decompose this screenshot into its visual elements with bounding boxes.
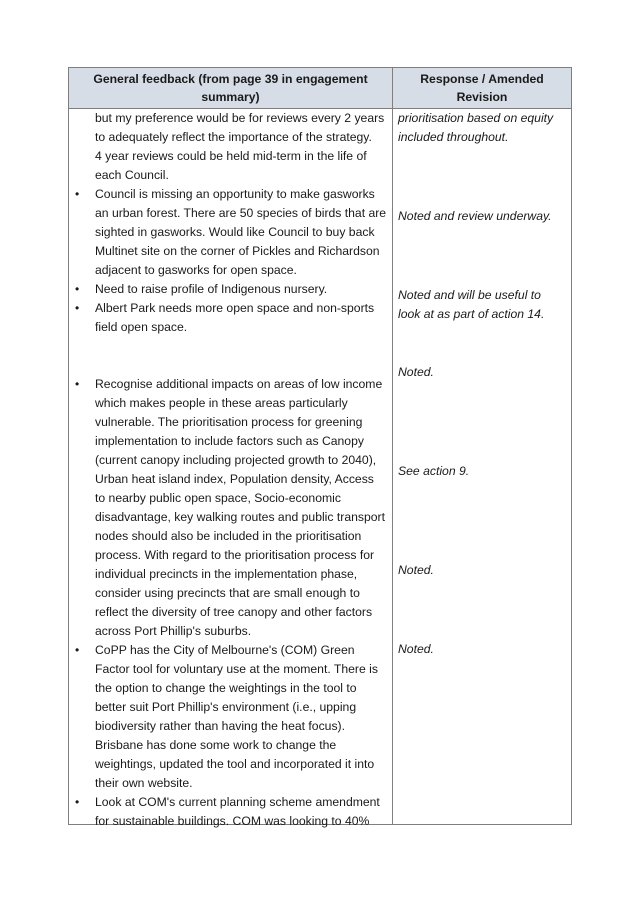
response-line: Noted. xyxy=(398,563,434,577)
feedback-line: which makes people in these areas particularly xyxy=(95,396,348,410)
bullet-icon: • xyxy=(75,282,80,296)
feedback-line: nodes should also be included in the prioritisation xyxy=(95,529,362,543)
response-line: included throughout. xyxy=(398,130,509,144)
feedback-line: 4 year reviews could be held mid-term in the life of xyxy=(95,149,367,163)
feedback-line: Urban heat island index, Population density, Access xyxy=(95,472,374,486)
header-left-line: General feedback (from page 39 in engagement xyxy=(93,72,368,86)
feedback-line: across Port Phillip's suburbs. xyxy=(95,624,252,638)
feedback-line: disadvantage, key walking routes and public transport xyxy=(95,510,385,524)
column-divider xyxy=(392,68,393,824)
response-line: look at as part of action 14. xyxy=(398,307,545,321)
response-line: Noted. xyxy=(398,365,434,379)
feedback-line: Multinet site on the corner of Pickles and Richardson xyxy=(95,244,380,258)
table-header xyxy=(69,68,571,109)
bullet-icon: • xyxy=(75,643,80,657)
bullet-icon: • xyxy=(75,377,80,391)
feedback-line: but my preference would be for reviews every 2 years xyxy=(95,111,385,125)
feedback-line: an urban forest. There are 50 species of birds that are xyxy=(95,206,387,220)
feedback-line: Brisbane has done some work to change the xyxy=(95,738,337,752)
feedback-line: better suit Port Phillip's environment (i.e., upping xyxy=(95,700,357,714)
feedback-table xyxy=(68,67,572,828)
feedback-line: consider using precincts that are small enough to xyxy=(95,586,360,600)
feedback-line: the option to change the weightings in the tool to xyxy=(95,681,357,695)
feedback-line: Look at COM's current planning scheme amendment xyxy=(95,795,380,809)
feedback-line: Factor tool for voluntary use at the moment. There is xyxy=(95,662,378,676)
bullet-icon: • xyxy=(75,795,80,809)
feedback-line: process. With regard to the prioritisation process for xyxy=(95,548,375,562)
header-right-line: Response / Amended xyxy=(420,72,544,86)
header-response xyxy=(393,68,571,108)
feedback-line: Albert Park needs more open space and non-sports xyxy=(95,301,375,315)
feedback-line: biodiversity rather than having the heat focus). xyxy=(95,719,345,733)
feedback-line: their own website. xyxy=(95,776,193,790)
feedback-line: Council is missing an opportunity to make gasworks xyxy=(95,187,375,201)
feedback-line: weightings, updated the tool and incorporated it into xyxy=(95,757,375,771)
feedback-line: vulnerable. The prioritisation process for greening xyxy=(95,415,363,429)
header-general-feedback xyxy=(69,68,392,108)
feedback-line: CoPP has the City of Melbourne's (COM) Green xyxy=(95,643,355,657)
feedback-line: implementation to include factors such as Canopy xyxy=(95,434,364,448)
feedback-line: each Council. xyxy=(95,168,169,182)
feedback-line: adjacent to gasworks for open space. xyxy=(95,263,297,277)
feedback-line: Need to raise profile of Indigenous nursery. xyxy=(95,282,328,296)
feedback-line: to adequately reflect the importance of the strategy. xyxy=(95,130,372,144)
response-line: See action 9. xyxy=(398,464,470,478)
feedback-line: (current canopy including projected growth to 2040), xyxy=(95,453,377,467)
header-right-line: Revision xyxy=(456,90,508,104)
feedback-line: to nearby public open space, Socio-economic xyxy=(95,491,341,505)
feedback-line: sighted in gasworks. Would like Council to buy back xyxy=(95,225,375,239)
response-line: Noted and review underway. xyxy=(398,209,552,223)
bullet-icon: • xyxy=(75,301,80,315)
feedback-line: individual precincts in the implementation phase, xyxy=(95,567,358,581)
feedback-line: reflect the diversity of tree canopy and other factors xyxy=(95,605,373,619)
feedback-line: Recognise additional impacts on areas of low income xyxy=(95,377,383,391)
response-line: Noted. xyxy=(398,642,434,656)
response-line: Noted and will be useful to xyxy=(398,288,541,302)
feedback-line: field open space. xyxy=(95,320,188,334)
header-left-line: summary) xyxy=(201,90,260,104)
feedback-line: for sustainable buildings. COM was looking to 40% xyxy=(95,814,370,828)
bullet-icon: • xyxy=(75,187,80,201)
response-line: prioritisation based on equity xyxy=(398,111,554,125)
